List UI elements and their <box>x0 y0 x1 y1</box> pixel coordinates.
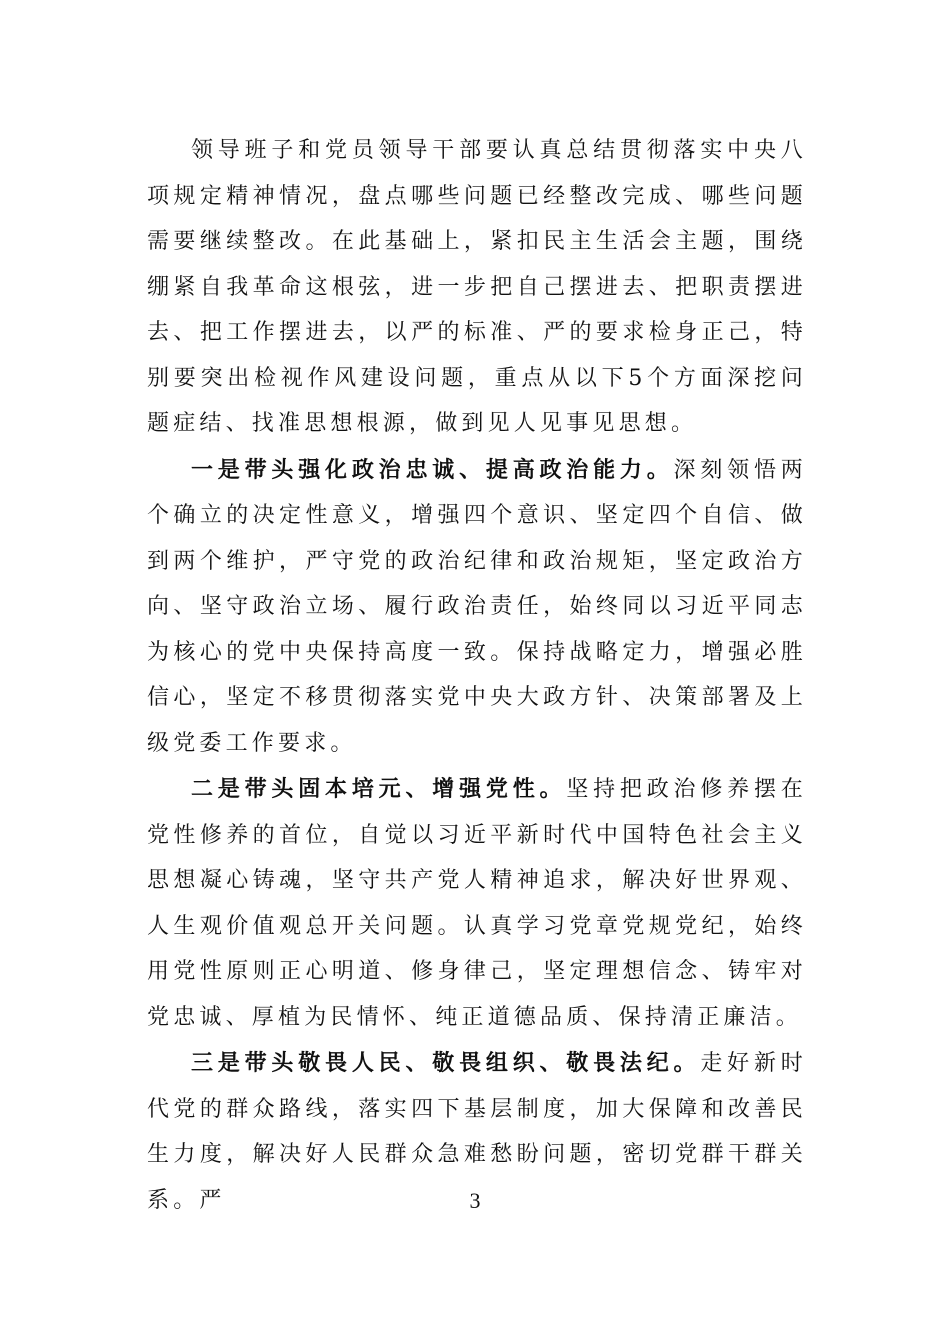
point-one-paragraph <box>147 448 807 767</box>
page-number: 3 <box>469 1188 481 1213</box>
paragraph-lead: 一是带头强化政治忠诚、提高政治能力。 <box>191 456 674 483</box>
paragraph-text: 深刻领悟两个确立的决定性意义，增强四个意识、坚定四个自信、做到两个维护，严守党的政治纪律和政治规矩，坚定政治方向、坚守政治立场、履行政治责任，始终同以习近平同志为核心的党中央保持高度一致。保持战略定力，增强必胜信心，坚定不移贯彻落实党中央大政方针、决策部署及上级党委工作要求。 <box>147 457 807 756</box>
intro-paragraph <box>147 128 807 447</box>
paragraph-lead: 三是带头敬畏人民、敬畏组织、敬畏法纪。 <box>191 1050 701 1076</box>
paragraph-text: 领导班子和党员领导干部要认真总结贯彻落实中央八项规定精神情况，盘点哪些问题已经整改完成、哪些问题需要继续整改。在此基础上，紧扣民主生活会主题，围绕绷紧自我革命这根弦，进一步把自己摆进去、把职责摆进去、把工作摆进去，以严的标准、严的要求检身正己，特别要突出检视作风建设问题，重点从以下5个方面深挖问题症结、找准思想根源，做到见人见事见思想。 <box>147 138 807 436</box>
paragraph-text: 走好新时代党的群众路线，落实四下基层制度，加大保障和改善民生力度，解决好人民群众急难愁盼问题，密切党群干群关系。严 <box>147 1051 807 1213</box>
paragraph-text: 坚持把政治修养摆在党性修养的首位，自觉以习近平新时代中国特色社会主义思想凝心铸魂，坚守共产党人精神追求，解决好世界观、人生观价值观总开关问题。认真学习党章党规党纪，始终用党性原则正心明道、修身律己，坚定理想信念、铸牢对党忠诚、厚植为民情怀、纯正道德品质、保持清正廉洁。 <box>147 777 807 1030</box>
point-two-paragraph <box>147 767 807 1040</box>
paragraph-lead: 二是带头固本培元、增强党性。 <box>191 776 567 802</box>
document-body <box>147 128 807 1223</box>
